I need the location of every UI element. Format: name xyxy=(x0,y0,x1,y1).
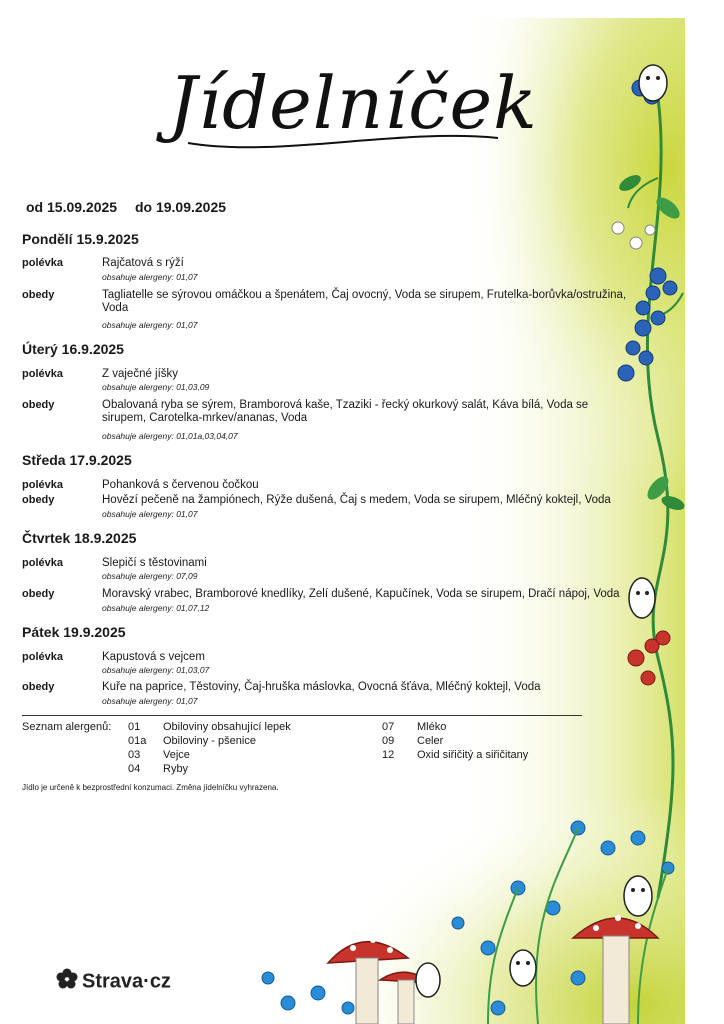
soup-label: polévka xyxy=(22,257,63,269)
soup-allergens: obsahuje alergeny: 01,03,07 xyxy=(102,665,210,675)
main-allergens: obsahuje alergeny: 01,07 xyxy=(102,509,198,519)
allergen-code: 07 xyxy=(382,721,395,733)
date-range xyxy=(26,199,240,215)
soup-text: Pohanková s červenou čočkou xyxy=(102,479,259,491)
allergen-code: 12 xyxy=(382,749,395,761)
main-text-line1: Tagliatelle se sýrovou omáčkou a špenátem, Čaj ovocný, Voda se sirupem, Frutelka-borůvka/ostružina, xyxy=(102,289,627,301)
main-label: obedy xyxy=(22,399,55,411)
main-allergens: obsahuje alergeny: 01,07 xyxy=(102,320,198,330)
allergen-code: 01 xyxy=(128,721,141,733)
soup-text: Rajčatová s rýží xyxy=(102,257,184,269)
strava-logo[interactable] xyxy=(56,968,171,996)
main-text-line1: Obalovaná ryba se sýrem, Bramborová kaše, Tzaziki - řecký okurkový salát, Káva bílá, Voda se xyxy=(102,399,589,411)
main-label: obedy xyxy=(22,289,55,301)
main-label: obedy xyxy=(22,494,55,506)
soup-text: Kapustová s vejcem xyxy=(102,651,205,663)
forest-decoration xyxy=(18,18,685,1024)
soup-label: polévka xyxy=(22,479,63,491)
allergen-code: 01a xyxy=(128,735,147,747)
date-from: od 15.09.2025 xyxy=(26,199,118,215)
soup-allergens: obsahuje alergeny: 01,07 xyxy=(102,272,198,282)
soup-label: polévka xyxy=(22,368,63,380)
main-label: obedy xyxy=(22,681,55,693)
main-allergens: obsahuje alergeny: 01,07 xyxy=(102,696,198,706)
allergen-code: 09 xyxy=(382,735,395,747)
main-allergens: obsahuje alergeny: 01,01a,03,04,07 xyxy=(102,431,238,441)
allergen-name: Celer xyxy=(417,735,444,747)
main-text-line1: Moravský vrabec, Bramborové knedlíky, Zelí dušené, Kapučínek, Voda se sirupem, Dračí nápoj, Voda xyxy=(102,588,620,600)
soup-text: Z vaječné jíšky xyxy=(102,368,179,380)
footnote: Jídlo je určeně k bezprostřední konzumaci. Změna jídelníčku vyhrazena. xyxy=(22,783,279,792)
soup-allergens: obsahuje alergeny: 01,03,09 xyxy=(102,382,210,392)
allergen-code: 04 xyxy=(128,763,141,775)
day-title: Úterý 16.9.2025 xyxy=(22,341,124,357)
allergen-name: Oxid siřičitý a siřičitany xyxy=(417,749,529,761)
strava-logo-icon xyxy=(56,968,78,996)
allergen-code: 03 xyxy=(128,749,141,761)
soup-label: polévka xyxy=(22,557,63,569)
forest-creature-icon xyxy=(639,65,667,101)
divider xyxy=(22,715,582,716)
main-allergens: obsahuje alergeny: 01,07,12 xyxy=(102,603,210,613)
soup-text: Slepičí s těstovinami xyxy=(102,557,207,569)
main-text-line1: Hovězí pečeně na žampiónech, Rýže dušená, Čaj s medem, Voda se sirupem, Mléčný koktejl, Voda xyxy=(102,494,611,506)
soup-label: polévka xyxy=(22,651,63,663)
allergen-list-label: Seznam alergenů: xyxy=(22,721,112,733)
main-text-line1: Kuře na paprice, Těstoviny, Čaj-hruška máslovka, Ovocná šťáva, Mléčný koktejl, Voda xyxy=(102,681,541,693)
menu-page xyxy=(18,18,685,1024)
day-title: Pátek 19.9.2025 xyxy=(22,624,126,640)
day-title: Čtvrtek 18.9.2025 xyxy=(22,530,137,546)
main-label: obedy xyxy=(22,588,55,600)
allergen-name: Obiloviny obsahující lepek xyxy=(163,721,291,733)
date-to: do 19.09.2025 xyxy=(134,199,227,215)
logo-text: Strava·cz xyxy=(82,970,171,993)
day-title: Pondělí 15.9.2025 xyxy=(22,231,139,247)
soup-allergens: obsahuje alergeny: 07,09 xyxy=(102,571,198,581)
allergen-name: Ryby xyxy=(163,763,189,775)
allergen-name: Mléko xyxy=(417,721,447,733)
menu-title: Jídelníček xyxy=(168,61,538,145)
main-text-line2: Voda xyxy=(102,302,129,314)
allergen-name: Obiloviny - pšenice xyxy=(163,735,256,747)
allergen-name: Vejce xyxy=(163,749,190,761)
main-text-line2: sirupem, Carotelka-mrkev/ananas, Voda xyxy=(102,412,308,424)
day-title: Středa 17.9.2025 xyxy=(22,452,132,468)
